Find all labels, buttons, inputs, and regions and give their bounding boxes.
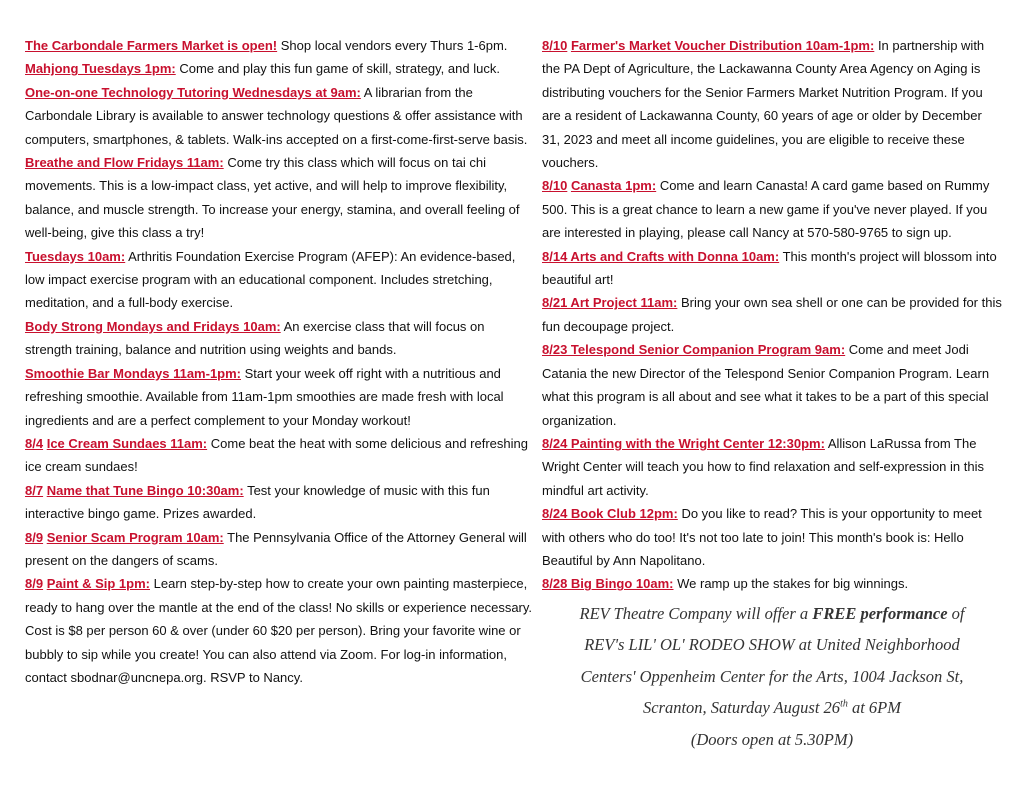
- promo-text: of: [947, 603, 965, 623]
- event-entry: [542, 432, 1002, 502]
- event-entry: [25, 245, 533, 315]
- event-date: 8/9: [25, 529, 44, 545]
- event-body: Come and play this fun game of skill, strategy, and luck.: [179, 61, 500, 77]
- event-body: Come try this class which will focus on tai chi movements. This is a low-impact class, yet active, and will help to improve flexibility, balance, and muscle strength. To increase your energy, stamina, and overall feeling of well-being, give this class a try!: [25, 155, 520, 241]
- event-title: Name that Tune Bingo 10:30am:: [46, 482, 244, 498]
- event-title: The Carbondale Farmers Market is open!: [25, 38, 278, 53]
- event-entry: [25, 526, 533, 573]
- event-entry: [25, 432, 533, 479]
- event-date: 8/4: [25, 435, 44, 451]
- event-title: Smoothie Bar Mondays 11am-1pm:: [25, 365, 241, 381]
- event-date: 8/9: [25, 576, 44, 592]
- promo-line: Centers' Oppenheim Center for the Arts, 1004 Jackson St,: [580, 666, 964, 686]
- promo-superscript: th: [840, 698, 848, 710]
- event-body: A librarian from the Carbondale Library is available to answer technology questions & offer assistance with computers, smartphones, & tablets. Walk-ins accepted on a first-come-first-serve basis.: [25, 84, 528, 147]
- event-title: Body Strong Mondays and Fridays 10am:: [25, 318, 281, 334]
- promo-line: REV's LIL' OL' RODEO SHOW at United Neighborhood: [584, 635, 960, 655]
- event-title: 8/24 Painting with the Wright Center 12:30pm:: [542, 435, 825, 451]
- event-body: An exercise class that will focus on strength training, balance and nutrition using weights and bands.: [25, 318, 485, 358]
- event-title: Paint & Sip 1pm:: [46, 576, 150, 592]
- promo-line: [542, 598, 1002, 630]
- event-title: 8/28 Big Bingo 10am:: [542, 576, 674, 592]
- event-entry: [542, 34, 1002, 174]
- promo-line: (Doors open at 5.30PM): [690, 729, 854, 749]
- event-body: This month's project will blossom into beautiful art!: [542, 248, 997, 288]
- event-body: Do you like to read? This is your opportunity to meet with others who do too! It's not too late to join! This month's book is: Hello Beautiful by Ann Napolitano.: [542, 506, 982, 568]
- event-body: Start your week off right with a nutritious and refreshing smoothie. Available from 11am-1pm smoothies are made fresh with local ingredients and are a perfect complement to your Monday workout!: [25, 365, 504, 428]
- event-body: Come and learn Canasta! A card game based on Rummy 500. This is a great chance to learn a new game if you've never played. If you are interested in playing, please call Nancy at 570-580-9765 to sign up.: [542, 178, 990, 241]
- event-body: The Pennsylvania Office of the Attorney General will present on the dangers of scams.: [25, 529, 527, 568]
- event-entry: [25, 34, 533, 57]
- event-body: We ramp up the stakes for big winnings.: [677, 576, 909, 592]
- event-date: 8/10: [542, 178, 568, 194]
- event-entry: [25, 81, 533, 151]
- promo-text: REV Theatre Company will offer a: [579, 603, 813, 623]
- event-body: Learn step-by-step how to create your own painting masterpiece, ready to hang over the mantle at the end of the class! No skills or experience necessary. Cost is $8 per person 60 & over (under 60 $20 per person). Bring your favorite wine or bubbly to sip while you create! You can also attend via Zoom. For log-in information, contact sbodnar@uncnepa.org. RSVP to Nancy.: [25, 576, 533, 685]
- event-body: Come beat the heat with some delicious and refreshing ice cream sundaes!: [25, 435, 528, 475]
- event-title: Canasta 1pm:: [570, 178, 657, 194]
- event-entry: [25, 572, 533, 689]
- event-title: 8/24 Book Club 12pm:: [542, 506, 678, 522]
- promo-text: at 6PM: [847, 698, 902, 718]
- event-body: Bring your own sea shell or one can be provided for this fun decoupage project.: [542, 295, 1002, 334]
- promo-line: [542, 692, 1002, 724]
- event-body: In partnership with the PA Dept of Agriculture, the Lackawanna County Area Agency on Aging is distributing vouchers for the Senior Farmers Market Nutrition Program. If you are a resident of Lackawanna County, 60 years of age or older by December 31, 2023 and meet all income guidelines, you are eligible to receive these vouchers.: [542, 38, 985, 171]
- event-entry: [25, 57, 533, 80]
- event-entry: [25, 479, 533, 526]
- event-body: Arthritis Foundation Exercise Program (AFEP): An evidence-based, low impact exercise program with an educational component. Includes stretching, meditation, and a full-body exercise.: [25, 248, 516, 311]
- event-title: 8/23 Telespond Senior Companion Program 9am:: [542, 342, 846, 358]
- event-title: Breathe and Flow Fridays 11am:: [25, 155, 224, 171]
- event-entry: [542, 502, 1002, 572]
- event-title: 8/21 Art Project 11am:: [542, 295, 678, 311]
- event-entry: [25, 362, 533, 432]
- event-entry: [542, 174, 1002, 244]
- event-title: Tuesdays 10am:: [25, 248, 126, 264]
- event-entry: [542, 338, 1002, 432]
- promo-text: Scranton, Saturday August 26: [642, 698, 841, 718]
- event-entry: [542, 245, 1002, 292]
- left-column: [25, 34, 533, 689]
- event-body: Test your knowledge of music with this fun interactive bingo game. Prizes awarded.: [25, 482, 490, 522]
- event-title: One-on-one Technology Tutoring Wednesdays at 9am:: [25, 84, 361, 100]
- event-title: Farmer's Market Voucher Distribution 10am-1pm:: [570, 38, 875, 53]
- promo-free-performance: FREE performance: [812, 603, 948, 623]
- event-date: 8/7: [25, 482, 44, 498]
- event-body: Shop local vendors every Thurs 1-6pm.: [280, 38, 508, 53]
- event-entry: [542, 291, 1002, 338]
- event-entry: [25, 315, 533, 362]
- rev-theatre-promo: [542, 598, 1002, 756]
- event-title: Ice Cream Sundaes 11am:: [46, 435, 208, 451]
- right-column: [542, 34, 1002, 755]
- event-title: 8/14 Arts and Crafts with Donna 10am:: [542, 248, 780, 264]
- event-title: Senior Scam Program 10am:: [46, 529, 224, 545]
- event-entry: [542, 572, 1002, 595]
- event-title: Mahjong Tuesdays 1pm:: [25, 61, 176, 77]
- event-body: Come and meet Jodi Catania the new Director of the Telespond Senior Companion Program. Learn what this program is all about and see what it takes to be a part of this special organization.: [542, 342, 990, 428]
- event-body: Allison LaRussa from The Wright Center will teach you how to find relaxation and self-expression in this mindful art activity.: [542, 435, 984, 498]
- event-date: 8/10: [542, 38, 568, 53]
- event-entry: [25, 151, 533, 245]
